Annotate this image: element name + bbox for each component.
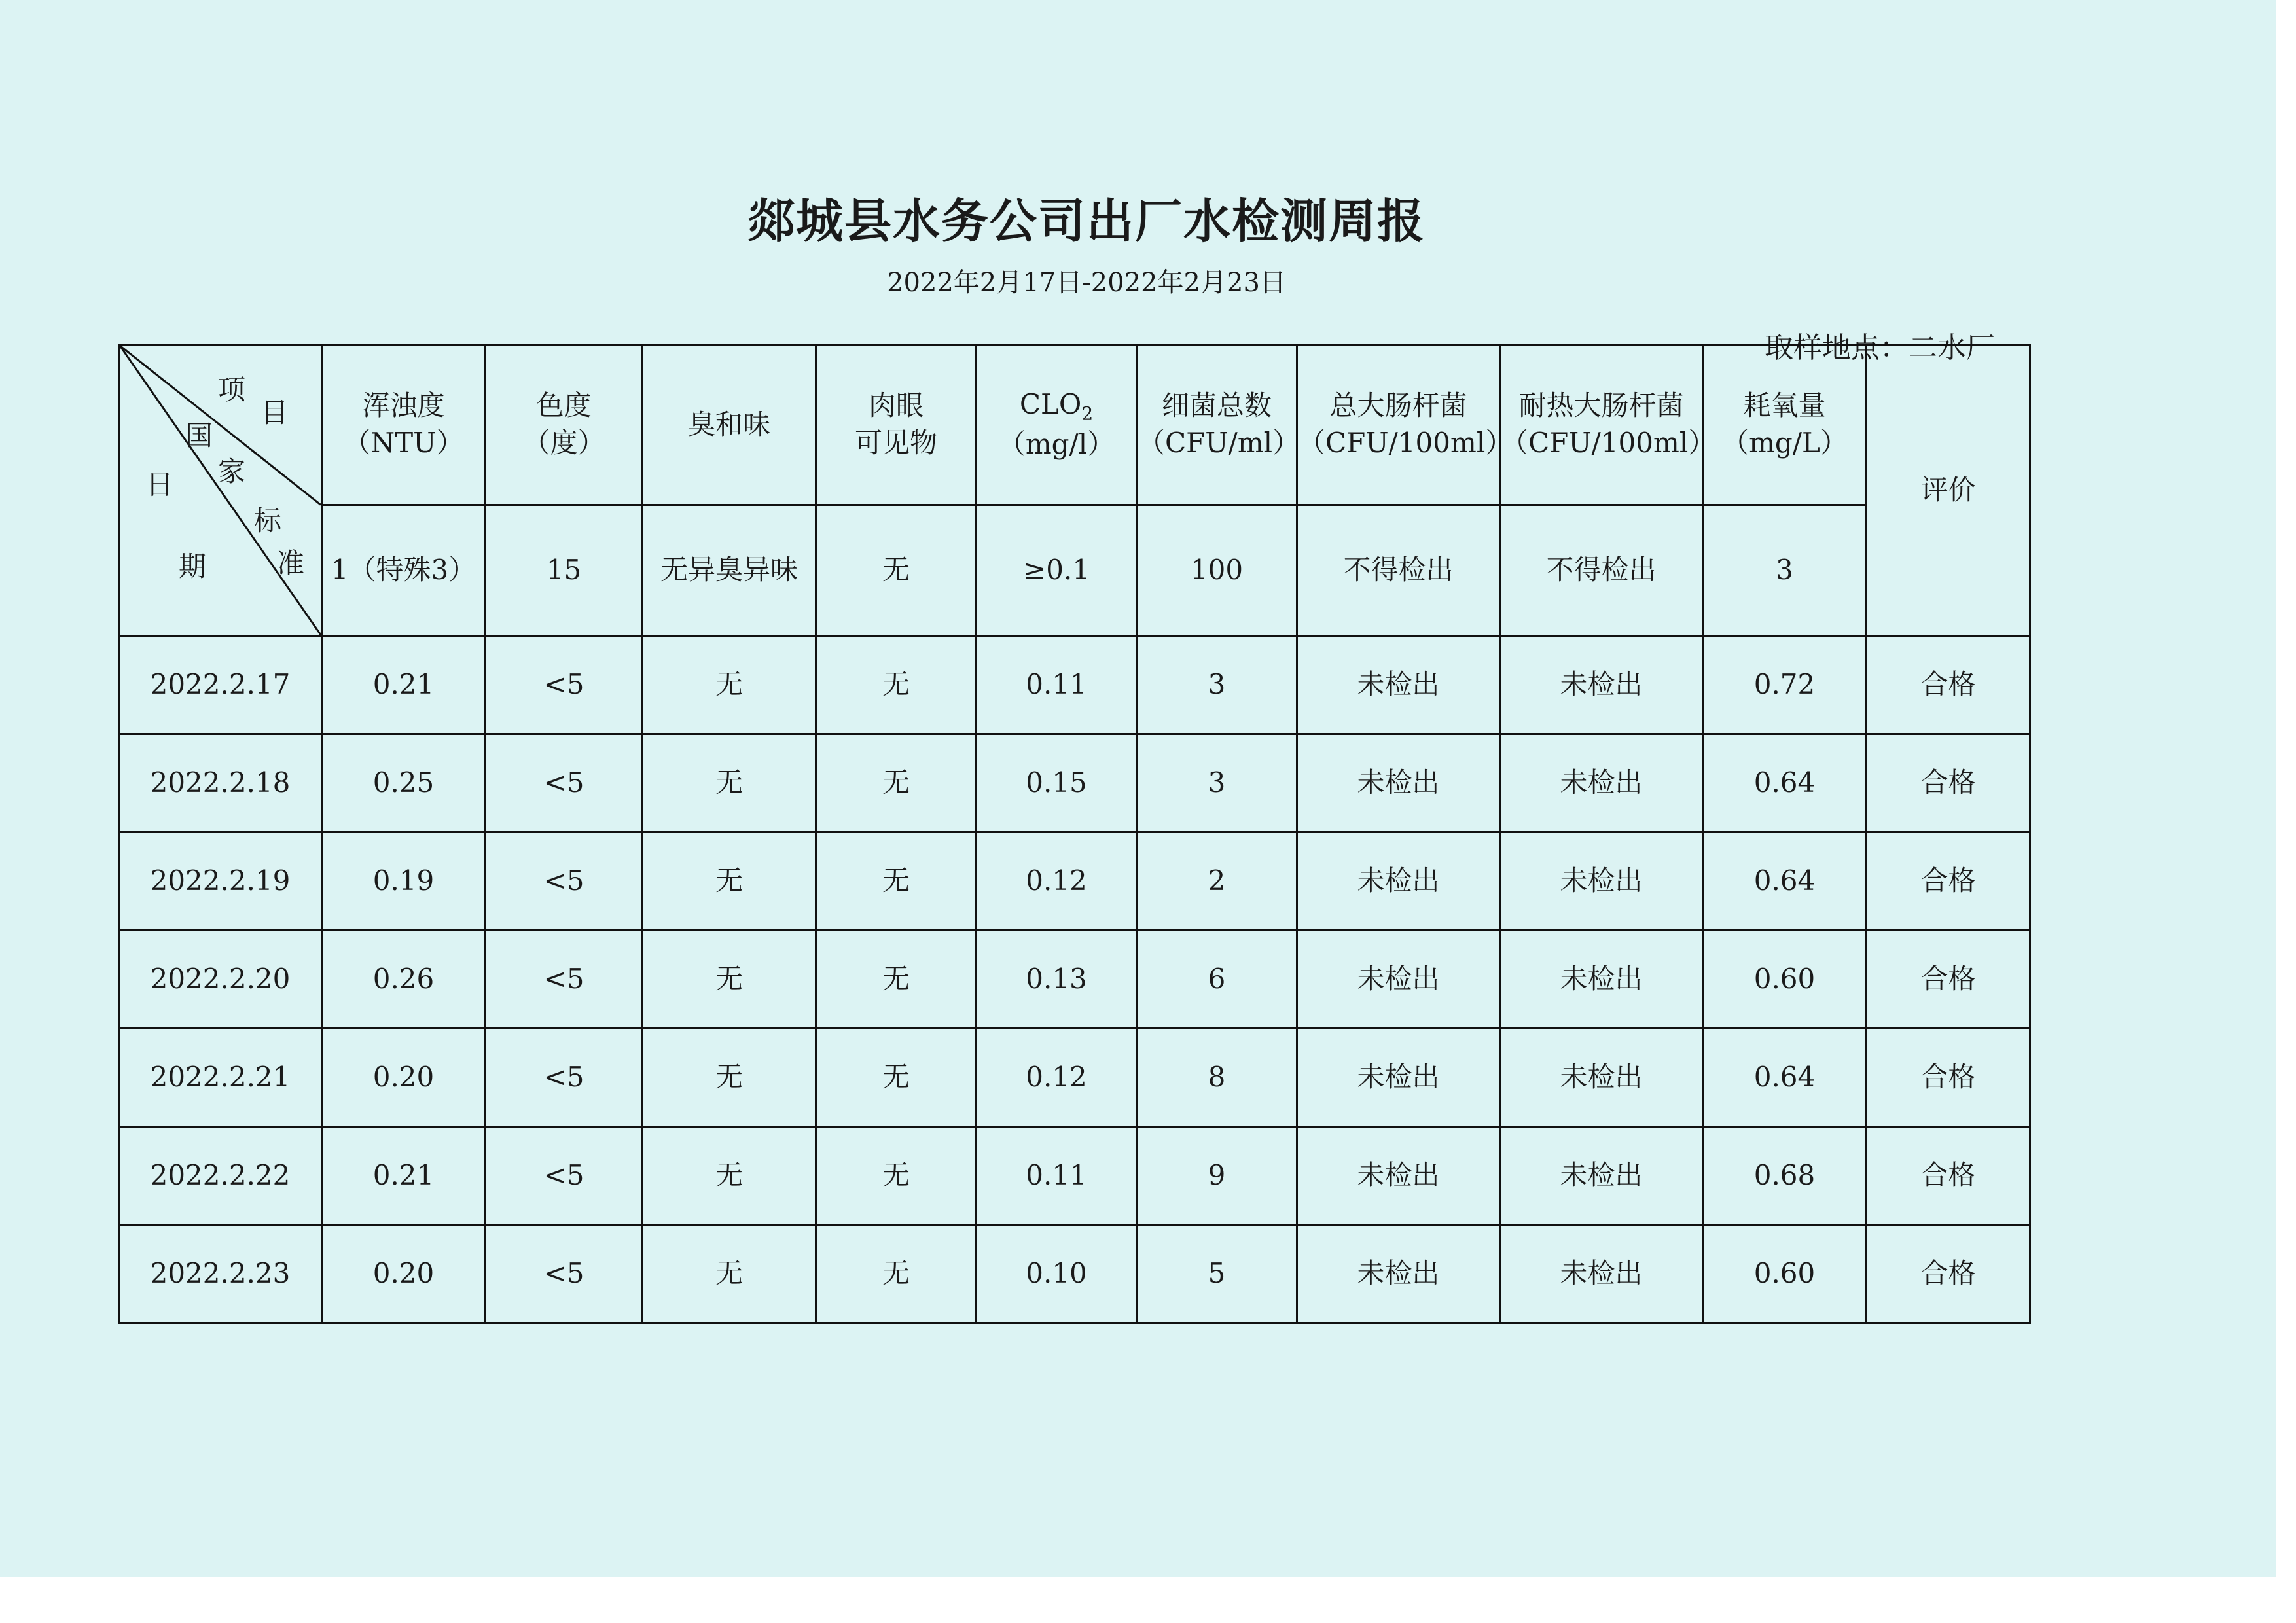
standard-turbidity: 1（特殊3） xyxy=(322,505,486,636)
cell-odor: 无 xyxy=(643,931,816,1029)
corner-standard-char-4: 准 xyxy=(277,547,305,579)
cell-odor: 无 xyxy=(643,1225,816,1323)
cell-turbidity: 0.21 xyxy=(322,636,486,734)
col-header-coliform: 总大肠杆菌 （CFU/100ml） xyxy=(1297,345,1500,505)
row-date: 2022.2.20 xyxy=(119,931,322,1029)
cell-thermo-coliform: 未检出 xyxy=(1500,931,1703,1029)
diagonal-header-cell xyxy=(119,345,322,636)
cell-coliform: 未检出 xyxy=(1297,1127,1500,1225)
cell-thermo-coliform: 未检出 xyxy=(1500,636,1703,734)
corner-item-char-2: 目 xyxy=(260,397,289,429)
cell-clo2: 0.13 xyxy=(977,931,1137,1029)
cell-odor: 无 xyxy=(643,734,816,832)
col-header-odor: 臭和味 xyxy=(643,345,816,505)
header-name-row xyxy=(119,345,2030,505)
cell-thermo-coliform: 未检出 xyxy=(1500,1127,1703,1225)
corner-date-char-2: 期 xyxy=(179,550,207,582)
col-header-evaluation: 评价 xyxy=(1867,345,2030,636)
row-date: 2022.2.18 xyxy=(119,734,322,832)
standard-oxygen: 3 xyxy=(1703,505,1867,636)
cell-odor: 无 xyxy=(643,1029,816,1127)
col-header-thermo-coliform: 耐热大肠杆菌 （CFU/100ml） xyxy=(1500,345,1703,505)
cell-turbidity: 0.19 xyxy=(322,832,486,931)
cell-visible: 无 xyxy=(816,636,977,734)
cell-bacteria: 8 xyxy=(1137,1029,1297,1127)
cell-visible: 无 xyxy=(816,1029,977,1127)
standard-thermo-coliform: 不得检出 xyxy=(1500,505,1703,636)
table-row xyxy=(119,1225,2030,1323)
cell-color: <5 xyxy=(486,931,643,1029)
cell-visible: 无 xyxy=(816,734,977,832)
cell-clo2: 0.10 xyxy=(977,1225,1137,1323)
cell-bacteria: 2 xyxy=(1137,832,1297,931)
cell-turbidity: 0.20 xyxy=(322,1225,486,1323)
cell-oxygen: 0.64 xyxy=(1703,734,1867,832)
standard-visible: 无 xyxy=(816,505,977,636)
standard-color: 15 xyxy=(486,505,643,636)
col-header-color: 色度 （度） xyxy=(486,345,643,505)
cell-evaluation: 合格 xyxy=(1867,1127,2030,1225)
cell-color: <5 xyxy=(486,1127,643,1225)
cell-color: <5 xyxy=(486,832,643,931)
cell-evaluation: 合格 xyxy=(1867,636,2030,734)
standard-clo2: ≥0.1 xyxy=(977,505,1137,636)
cell-visible: 无 xyxy=(816,1127,977,1225)
cell-oxygen: 0.72 xyxy=(1703,636,1867,734)
row-date: 2022.2.21 xyxy=(119,1029,322,1127)
cell-coliform: 未检出 xyxy=(1297,832,1500,931)
cell-odor: 无 xyxy=(643,636,816,734)
table-row xyxy=(119,832,2030,931)
cell-visible: 无 xyxy=(816,931,977,1029)
cell-color: <5 xyxy=(486,1029,643,1127)
table-row xyxy=(119,1029,2030,1127)
report-title: 郯城县水务公司出厂水检测周报 xyxy=(747,194,1426,249)
row-date: 2022.2.23 xyxy=(119,1225,322,1323)
cell-coliform: 未检出 xyxy=(1297,636,1500,734)
col-header-oxygen: 耗氧量 （mg/L） xyxy=(1703,345,1867,505)
cell-evaluation: 合格 xyxy=(1867,832,2030,931)
cell-turbidity: 0.21 xyxy=(322,1127,486,1225)
row-date: 2022.2.17 xyxy=(119,636,322,734)
data-rows xyxy=(119,636,2030,1323)
cell-oxygen: 0.64 xyxy=(1703,1029,1867,1127)
cell-oxygen: 0.68 xyxy=(1703,1127,1867,1225)
row-date: 2022.2.19 xyxy=(119,832,322,931)
row-date: 2022.2.22 xyxy=(119,1127,322,1225)
cell-clo2: 0.12 xyxy=(977,1029,1137,1127)
cell-coliform: 未检出 xyxy=(1297,931,1500,1029)
cell-clo2: 0.11 xyxy=(977,636,1137,734)
cell-evaluation: 合格 xyxy=(1867,1029,2030,1127)
header-standard-row xyxy=(119,505,2030,636)
cell-bacteria: 6 xyxy=(1137,931,1297,1029)
corner-standard-char-1: 国 xyxy=(185,419,213,452)
col-header-bacteria: 细菌总数 （CFU/ml） xyxy=(1137,345,1297,505)
cell-visible: 无 xyxy=(816,1225,977,1323)
cell-clo2: 0.15 xyxy=(977,734,1137,832)
col-header-clo2: $CLO_2$ （mg/l） xyxy=(977,345,1137,505)
cell-turbidity: 0.25 xyxy=(322,734,486,832)
cell-turbidity: 0.26 xyxy=(322,931,486,1029)
cell-oxygen: 0.60 xyxy=(1703,1225,1867,1323)
cell-clo2: 0.12 xyxy=(977,832,1137,931)
standard-coliform: 不得检出 xyxy=(1297,505,1500,636)
cell-thermo-coliform: 未检出 xyxy=(1500,734,1703,832)
table-row xyxy=(119,1127,2030,1225)
report-date-range: 2022年2月17日-2022年2月23日 xyxy=(887,268,1286,298)
cell-bacteria: 3 xyxy=(1137,734,1297,832)
cell-evaluation: 合格 xyxy=(1867,734,2030,832)
cell-coliform: 未检出 xyxy=(1297,1029,1500,1127)
cell-turbidity: 0.20 xyxy=(322,1029,486,1127)
cell-clo2: 0.11 xyxy=(977,1127,1137,1225)
table-row xyxy=(119,931,2030,1029)
cell-odor: 无 xyxy=(643,832,816,931)
cell-evaluation: 合格 xyxy=(1867,1225,2030,1323)
cell-color: <5 xyxy=(486,734,643,832)
cell-evaluation: 合格 xyxy=(1867,931,2030,1029)
cell-thermo-coliform: 未检出 xyxy=(1500,1029,1703,1127)
col-header-visible: 肉眼 可见物 xyxy=(816,345,977,505)
sampling-location: 取样地点：二水厂 xyxy=(1765,331,1995,365)
cell-bacteria: 5 xyxy=(1137,1225,1297,1323)
cell-color: <5 xyxy=(486,1225,643,1323)
cell-visible: 无 xyxy=(816,832,977,931)
corner-item-char-1: 项 xyxy=(218,374,246,406)
cell-oxygen: 0.64 xyxy=(1703,832,1867,931)
corner-standard-char-3: 标 xyxy=(254,505,282,537)
table-row xyxy=(119,734,2030,832)
corner-standard-char-2: 家 xyxy=(218,455,246,488)
corner-date-char-1: 日 xyxy=(146,469,174,501)
cell-coliform: 未检出 xyxy=(1297,734,1500,832)
cell-bacteria: 3 xyxy=(1137,636,1297,734)
cell-bacteria: 9 xyxy=(1137,1127,1297,1225)
standard-bacteria: 100 xyxy=(1137,505,1297,636)
standard-odor: 无异臭异味 xyxy=(643,505,816,636)
cell-thermo-coliform: 未检出 xyxy=(1500,832,1703,931)
cell-odor: 无 xyxy=(643,1127,816,1225)
cell-oxygen: 0.60 xyxy=(1703,931,1867,1029)
table-row xyxy=(119,636,2030,734)
water-quality-table xyxy=(118,344,2031,1324)
cell-thermo-coliform: 未检出 xyxy=(1500,1225,1703,1323)
col-header-turbidity: 浑浊度 （NTU） xyxy=(322,345,486,505)
cell-coliform: 未检出 xyxy=(1297,1225,1500,1323)
cell-color: <5 xyxy=(486,636,643,734)
